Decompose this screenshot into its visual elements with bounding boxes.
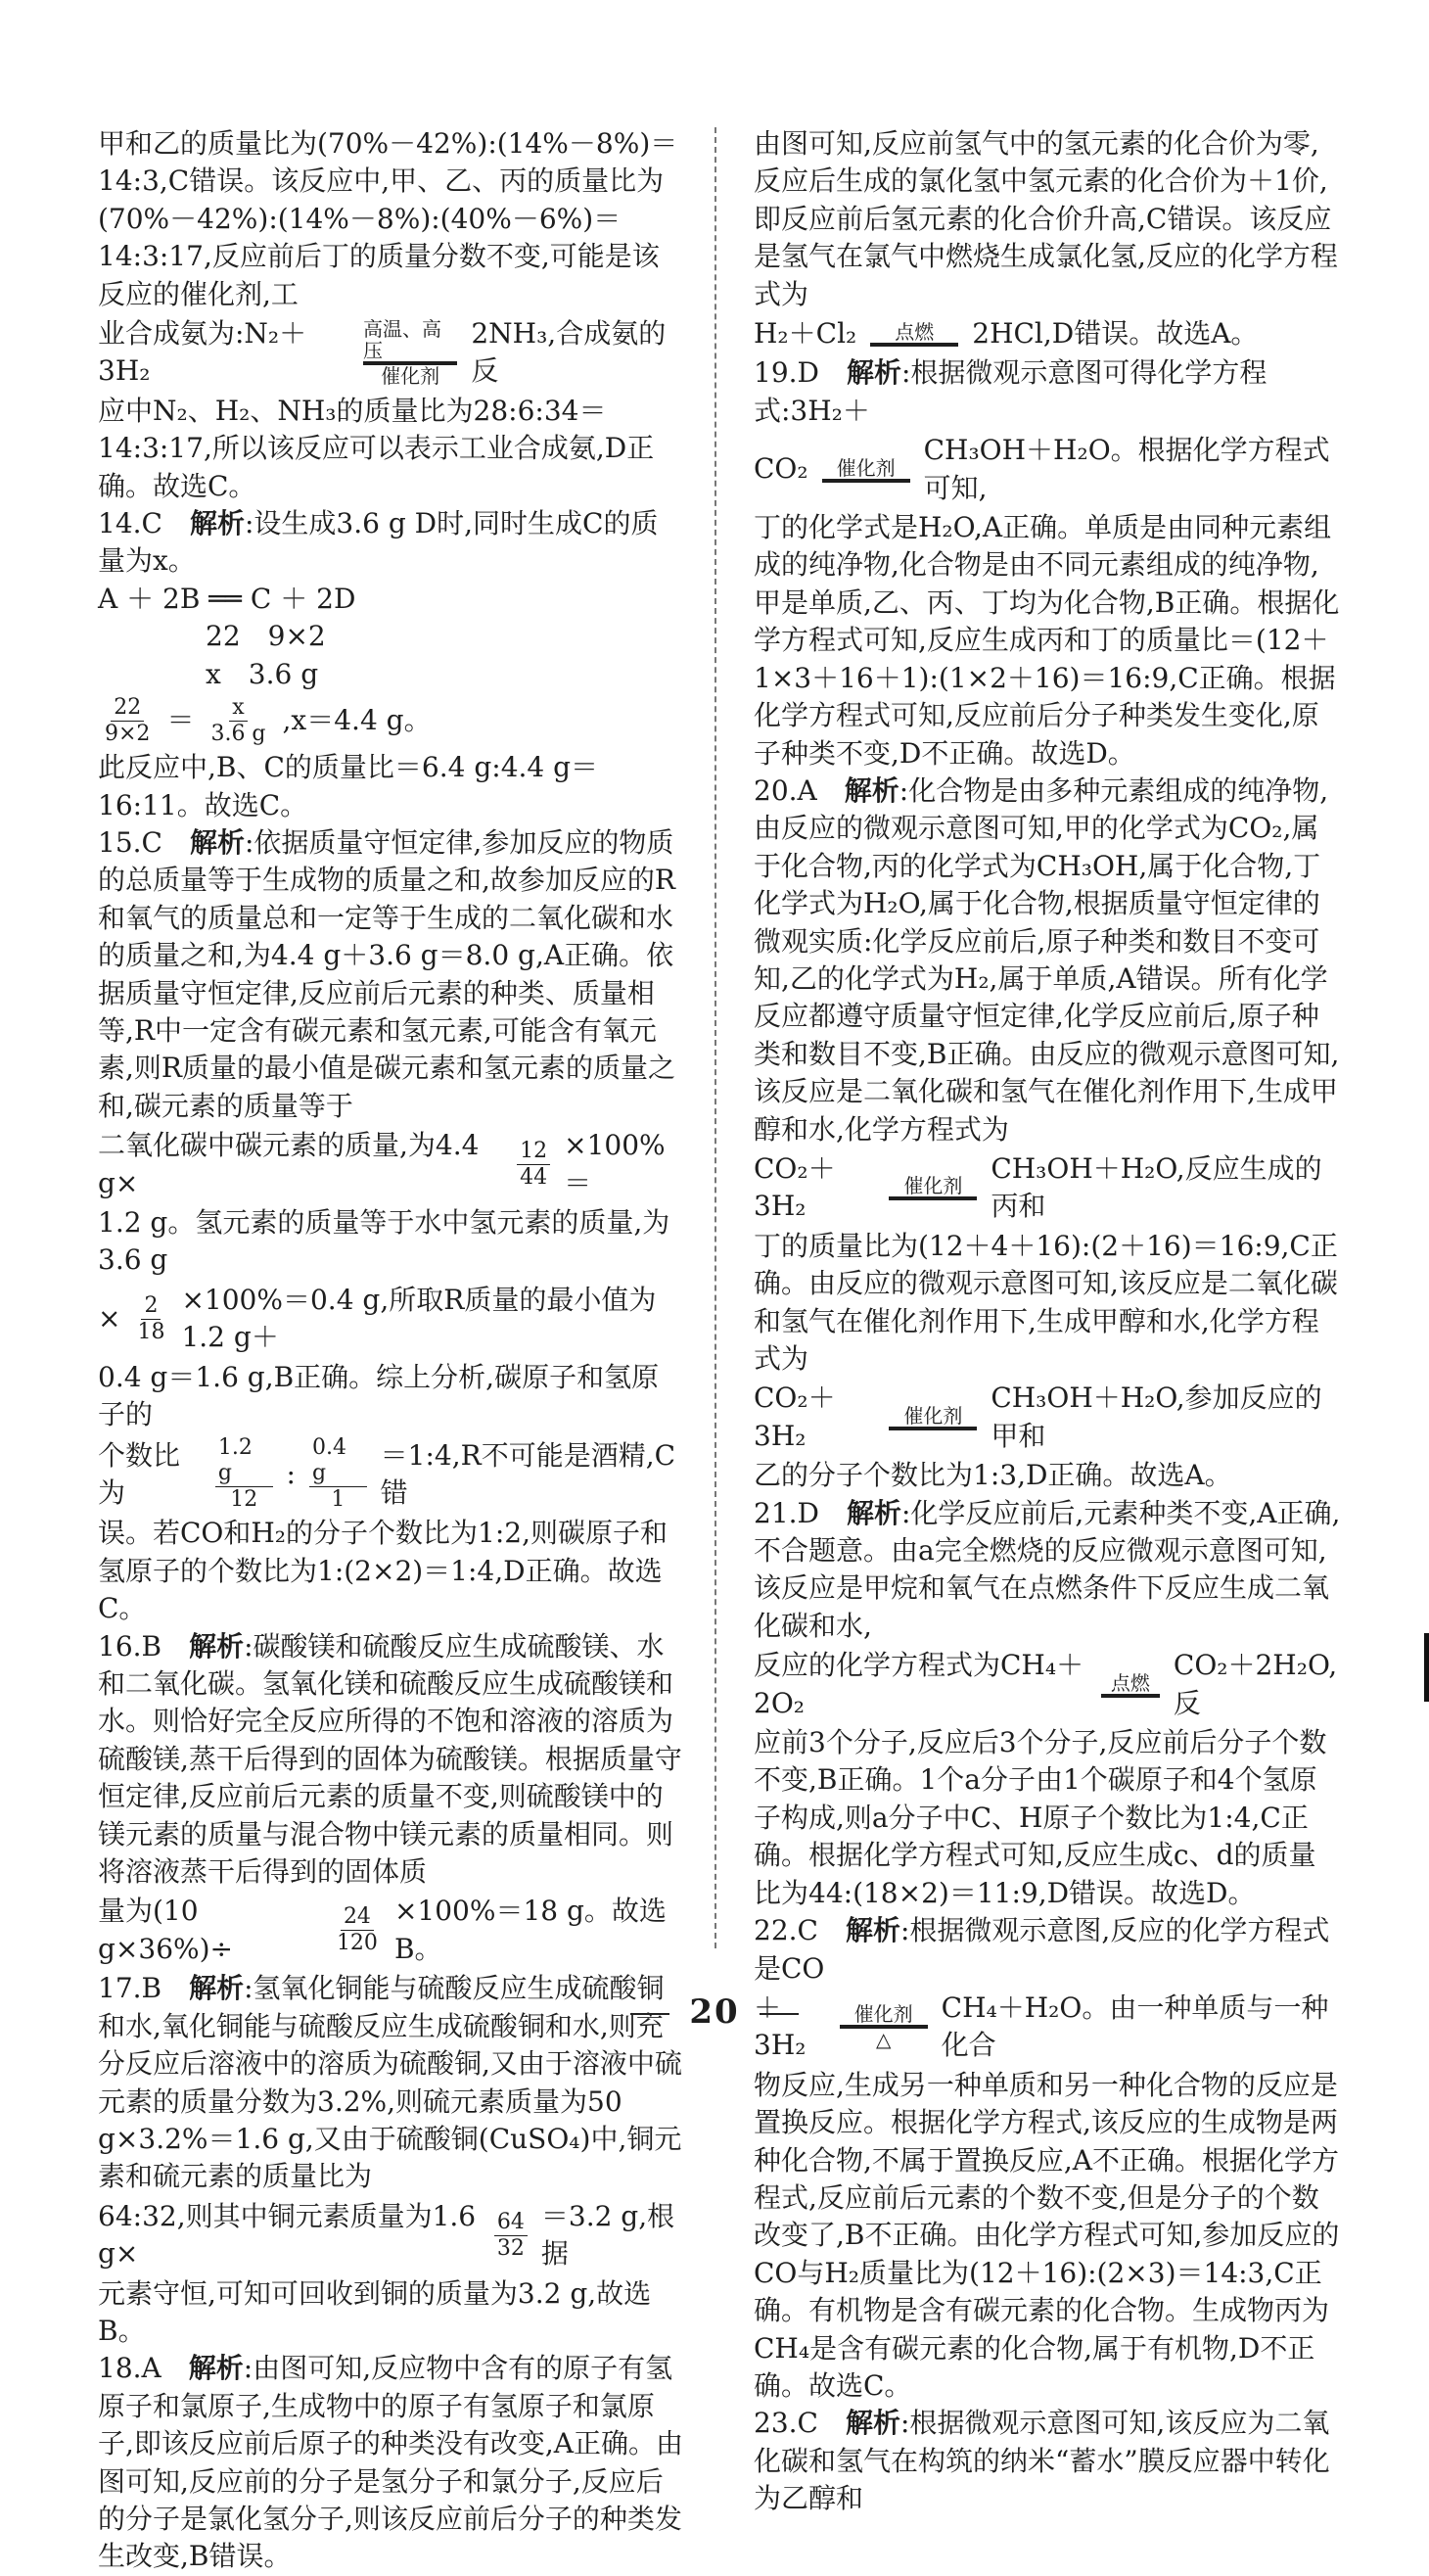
question-number: 15.C	[98, 825, 190, 859]
analysis-label: 解析	[189, 1629, 245, 1663]
formula-line	[98, 1435, 685, 1513]
fraction	[207, 695, 268, 747]
arrow-condition-top: 催化剂	[903, 1174, 963, 1198]
question-number: 20.A	[754, 773, 845, 807]
text: ×100%＝	[564, 1129, 666, 1199]
analysis-label: 解析	[189, 507, 245, 540]
denominator: 120	[336, 1931, 378, 1956]
question-19	[754, 354, 1341, 430]
arrow-condition-bottom: △	[875, 2028, 892, 2052]
reaction-arrow	[1101, 1672, 1160, 1698]
paragraph: 元素守恒,可知可回收到铜的质量为3.2 g,故选B。	[98, 2276, 652, 2347]
equals-sign: ＝	[166, 704, 195, 737]
edge-mark	[1424, 1633, 1429, 1702]
fraction	[215, 1435, 273, 1513]
analysis-label: 解析	[846, 356, 901, 390]
question-20	[754, 773, 1341, 1148]
equation-methanol	[754, 432, 1341, 507]
left-column	[98, 125, 685, 2576]
question-number: 14.C	[98, 507, 190, 540]
page-number-text: 20	[689, 1992, 740, 2032]
equation-left: CO₂＋3H₂	[754, 1382, 836, 1452]
equation-methane-combustion	[754, 1647, 1341, 1722]
paragraph: 0.4 g＝1.6 g,B正确。综上分析,碳原子和氢原子的	[98, 1360, 660, 1430]
numerator: 22	[111, 695, 144, 722]
denominator: 9×2	[105, 722, 151, 747]
reaction-arrow	[889, 1405, 977, 1430]
fraction	[102, 695, 153, 747]
numerator: 2	[141, 1293, 161, 1320]
dash-right	[760, 2013, 799, 2015]
proportion-equation	[98, 695, 685, 747]
formula-line	[98, 2198, 685, 2273]
paragraph: 应中N₂、H₂、NH₃的质量比为28:6:34＝14:3:17,所以该反应可以表示工业合成氨,D正确。故选C。	[98, 394, 655, 502]
numerator: 1.2 g	[215, 1435, 273, 1487]
question-number: 21.D	[754, 1496, 847, 1529]
analysis-label: 解析	[845, 2407, 900, 2440]
arrow-bar	[1101, 1694, 1160, 1698]
arrow-condition-top: 高温、高压	[362, 317, 441, 363]
equation-right: CH₃OH＋H₂O,反应生成的丙和	[991, 1151, 1322, 1223]
arrow-condition-bottom: 催化剂	[381, 364, 440, 389]
paragraph: 物反应,生成另一种单质和另一种化合物的反应是置换反应。根据化学方程式,该反应的生成物是两种化合物,不属于置换反应,A不正确。根据化学方程式,反应前后元素的个数不变,但是分子的个数改变了,B不正确。由化学方程式可知,参加反应的CO与H₂质量比为(12＋16):(2×3)＝14:3,C正确。有机物是含有碳元素的化合物。生成物丙为CH₄是含有碳元素的化合物,属于有机物,D不正确。故选C。	[754, 2068, 1340, 2402]
question-number: 22.C	[754, 1914, 846, 1947]
paragraph: 丁的化学式是H₂O,A正确。单质是由同种元素组成的纯净物,化合物是由不同元素组成的纯净物,甲是单质,乙、丙、丁均为化合物,B正确。根据化学方程式可知,反应生成丙和丁的质量比＝(12＋1×3＋16＋1):(1×2＋16)＝16:9,C正确。根据化学方程式可知,反应前后分子种类发生变化,原子种类不变,D不正确。故选D。	[754, 511, 1340, 770]
equation-right: 2HCl,D错误。故选A。	[972, 317, 1259, 351]
equation-right: CH₄＋H₂O。由一种单质与一种化合	[941, 1991, 1329, 2062]
numerator: 64	[494, 2210, 528, 2236]
text: ＝1:4,R不可能是酒精,C错	[380, 1438, 676, 1509]
equation-left: 反应的化学方程式为CH₄＋2O₂	[754, 1649, 1084, 1719]
analysis-label: 解析	[845, 1914, 900, 1947]
analysis-text: :依据质量守恒定律,参加反应的物质的总质量等于生成物的质量之和,故参加反应的R和氧气的质量总和一定等于生成的二氧化碳和水的质量之和,为4.4 g＋3.6 g＝8.0 g,A正确。依据质量守恒定律,反应前后元素的种类、质量相等,R中一定含有碳元素和氢元素,可能含有氧元素,则R质量的最小值是碳元素和氢元素的质量之和,碳元素的质量等于	[98, 825, 675, 1122]
question-15	[98, 824, 685, 1125]
analysis-label: 解析	[846, 1496, 901, 1529]
arrow-condition-top: 催化剂	[903, 1403, 963, 1428]
equation-left: 业合成氨为:N₂＋3H₂	[98, 317, 307, 388]
text: 个数比为	[98, 1438, 181, 1509]
equation-line: 22 9×2	[206, 620, 326, 653]
text: ×100%＝0.4 g,所取R质量的最小值为1.2 g＋	[181, 1283, 657, 1354]
question-number: 17.B	[98, 1972, 190, 2005]
reaction-arrow	[822, 457, 910, 483]
analysis-text: :氢氧化铜能与硫酸反应生成硫酸铜和水,氧化铜能与硫酸反应生成硫酸铜和水,则充分反应后溶液中的溶质为硫酸铜,又由于溶液中硫元素的质量分数为3.2%,则硫元素质量为50 g×3.2%＝1.6 g,又由于硫酸铜(CuSO₄)中,铜元素和硫元素的质量比为	[98, 1972, 682, 2193]
equation-right: CH₃OH＋H₂O。根据化学方程式可知,	[923, 434, 1330, 504]
paragraph: 丁的质量比为(12＋4＋16):(2＋16)＝16:9,C正确。由反应的微观示意图可知,该反应是二氧化碳和氢气在催化剂作用下,生成甲醇和水,化学方程式为	[754, 1229, 1338, 1375]
numerator: 12	[517, 1139, 550, 1165]
text: ×100%＝18 g。故选B。	[393, 1895, 667, 1965]
arrow-condition-top: 点燃	[895, 320, 935, 345]
reaction-arrow	[870, 321, 958, 347]
paragraph: 1.2 g。氢元素的质量等于水中氢元素的质量,为3.6 g	[98, 1205, 670, 1277]
equation-left: H₂＋Cl₂	[754, 317, 857, 351]
analysis-label: 解析	[188, 2352, 244, 2385]
formula-line	[98, 1282, 685, 1357]
paragraph: 误。若CO和H₂的分子个数比为1:2,则碳原子和氢原子的个数比为1:(2×2)＝1:4,D正确。故选C。	[98, 1517, 668, 1625]
right-column	[754, 125, 1341, 2518]
numerator: x	[229, 695, 247, 722]
denominator: 18	[137, 1319, 165, 1344]
denominator: 32	[496, 2235, 525, 2261]
analysis-text: :根据微观示意图可知,该反应为二氧化碳和氢气在构筑的纳米“蓄水”膜反应器中转化为乙醇和	[754, 2407, 1330, 2515]
denominator: 44	[520, 1165, 548, 1191]
arrow-condition-top: 催化剂	[836, 455, 896, 480]
arrow-condition-top: 点燃	[1110, 1670, 1150, 1695]
analysis-text: :根据微观示意图可得化学方程式:3H₂＋	[754, 356, 1268, 427]
colon: :	[286, 1457, 296, 1490]
fraction	[134, 1293, 167, 1345]
question-23	[754, 2405, 1341, 2517]
question-number: 16.B	[98, 1629, 190, 1663]
text: 量为(10 g×36%)÷	[98, 1895, 234, 1965]
question-number: 19.D	[754, 356, 847, 390]
analysis-text: :化合物是由多种元素组成的纯净物,由反应的微观示意图可知,甲的化学式为CO₂,属于化合物,丙的化学式为CH₃OH,属于化合物,丁化学式为H₂O,属于化合物,根据质量守恒定律的微观实质:化学反应前后,原子种类和数目不变可知,乙的化学式为H₂,属于单质,A错误。所有化学反应都遵守质量守恒定律,化学反应前后,原子种类和数目不变,B正确。由反应的微观示意图可知,该反应是二氧化碳和氢气在催化剂作用下,生成甲醇和水,化学方程式为	[754, 773, 1340, 1146]
text: 二氧化碳中碳元素的质量,为4.4 g×	[98, 1129, 480, 1199]
question-22	[754, 1912, 1341, 1988]
question-16	[98, 1628, 685, 1892]
paragraph: 应前3个分子,反应后3个分子,反应前后分子个数不变,B正确。1个a分子由1个碳原子和4个氢原子构成,则a分子中C、H原子个数比为1:4,C正确。根据化学方程式可知,反应生成c、d的质量比为44:(18×2)＝11:9,D错误。故选D。	[754, 1726, 1327, 1909]
arrow-condition-top: 催化剂	[853, 2002, 913, 2027]
analysis-label: 解析	[844, 773, 899, 807]
formula-line	[98, 1127, 685, 1202]
analysis-text: :设生成3.6 g D时,同时生成C的质量为x。	[98, 507, 659, 578]
paragraph: 乙的分子个数比为1:3,D正确。故选A。	[754, 1459, 1232, 1492]
question-number: 18.A	[98, 2352, 189, 2385]
denominator: 3.6 g	[210, 722, 266, 747]
equation-methanol	[754, 1380, 1341, 1455]
equation-line: A ＋ 2B ══ C ＋ 2D	[98, 582, 356, 615]
analysis-label: 解析	[189, 1972, 245, 2005]
text: ＝3.2 g,根据	[540, 2199, 675, 2271]
fraction	[494, 2210, 528, 2262]
fraction	[309, 1435, 367, 1513]
text: ×	[98, 1301, 121, 1335]
analysis-label: 解析	[189, 825, 245, 859]
equation-ammonia	[98, 315, 685, 391]
equation-hcl	[754, 315, 1341, 352]
equation-left: ＋3H₂	[754, 1991, 807, 2062]
paragraph: 此反应中,B、C的质量比＝6.4 g:4.4 g＝16:11。故选C。	[98, 751, 599, 821]
equation-right: CH₃OH＋H₂O,参加反应的甲和	[991, 1382, 1322, 1452]
arrow-bar	[822, 479, 910, 483]
reaction-arrow	[363, 318, 457, 387]
analysis-text: :化学反应前后,元素种类不变,A正确,不合题意。由a完全燃烧的反应微观示意图可知,该反应是甲烷和氧气在点燃条件下反应生成二氧化碳和水,	[754, 1496, 1341, 1642]
equation-line: x 3.6 g	[206, 657, 319, 690]
denominator: 1	[331, 1487, 346, 1513]
question-18	[98, 2350, 685, 2575]
analysis-text: :碳酸镁和硫酸反应生成硫酸镁、水和二氧化碳。氢氧化镁和硫酸反应生成硫酸镁和水。则恰好完全反应所得的不饱和溶液的溶质为硫酸镁,蒸干后得到的固体为硫酸镁。根据质量守恒定律,反应前后元素的质量不变,则硫酸镁中的镁元素的质量与混合物中镁元素的质量相同。则将溶液蒸干后得到的固体质	[98, 1629, 682, 1889]
question-14	[98, 505, 685, 581]
equation-left: CO₂	[754, 452, 808, 486]
numerator: 0.4 g	[309, 1435, 367, 1487]
numerator: 24	[341, 1904, 374, 1931]
formula-line	[98, 1893, 685, 1968]
question-number: 23.C	[754, 2407, 846, 2440]
page-number	[0, 1992, 1429, 2032]
equation-methanol	[754, 1150, 1341, 1226]
result-text: ,x＝4.4 g。	[282, 704, 432, 737]
column-divider	[714, 127, 716, 1948]
arrow-bar	[870, 343, 958, 347]
analysis-text: :根据微观示意图,反应的化学方程式是CO	[754, 1914, 1330, 1985]
fraction	[517, 1139, 550, 1191]
arrow-bar	[889, 1196, 977, 1200]
equation-left: CO₂＋3H₂	[754, 1151, 836, 1223]
text: 64:32,则其中铜元素质量为1.6 g×	[98, 2199, 477, 2271]
equation-right: 2NH₃,合成氨的反	[471, 317, 667, 388]
analysis-text: :由图可知,反应物中含有的原子有氢原子和氯原子,生成物中的原子有氢原子和氯原子,即该反应前后原子的种类没有改变,A正确。由图可知,反应前的分子是氢分子和氯分子,反应后的分子是氯化氢分子,则该反应前后分子的种类发生改变,B错误。	[98, 2352, 684, 2573]
reaction-arrow	[889, 1175, 977, 1200]
denominator: 12	[230, 1487, 258, 1513]
dash-left	[630, 2013, 669, 2015]
arrow-bar	[889, 1427, 977, 1430]
paragraph: 甲和乙的质量比为(70%－42%):(14%－8%)＝14:3,C错误。该反应中,甲、乙、丙的质量比为(70%－42%):(14%－8%):(40%－6%)＝14:3:17,反应前后丁的质量分数不变,可能是该反应的催化剂,工	[98, 127, 678, 310]
equation-right: CO₂＋2H₂O,反	[1173, 1649, 1338, 1719]
paragraph: 由图可知,反应前氢气中的氢元素的化合价为零,反应后生成的氯化氢中氢元素的化合价为＋1价,即反应前后氢元素的化合价升高,C错误。该反应是氢气在氯气中燃烧生成氯化氢,反应的化学方程式为	[754, 127, 1338, 310]
question-21	[754, 1495, 1341, 1646]
fraction	[334, 1904, 381, 1956]
